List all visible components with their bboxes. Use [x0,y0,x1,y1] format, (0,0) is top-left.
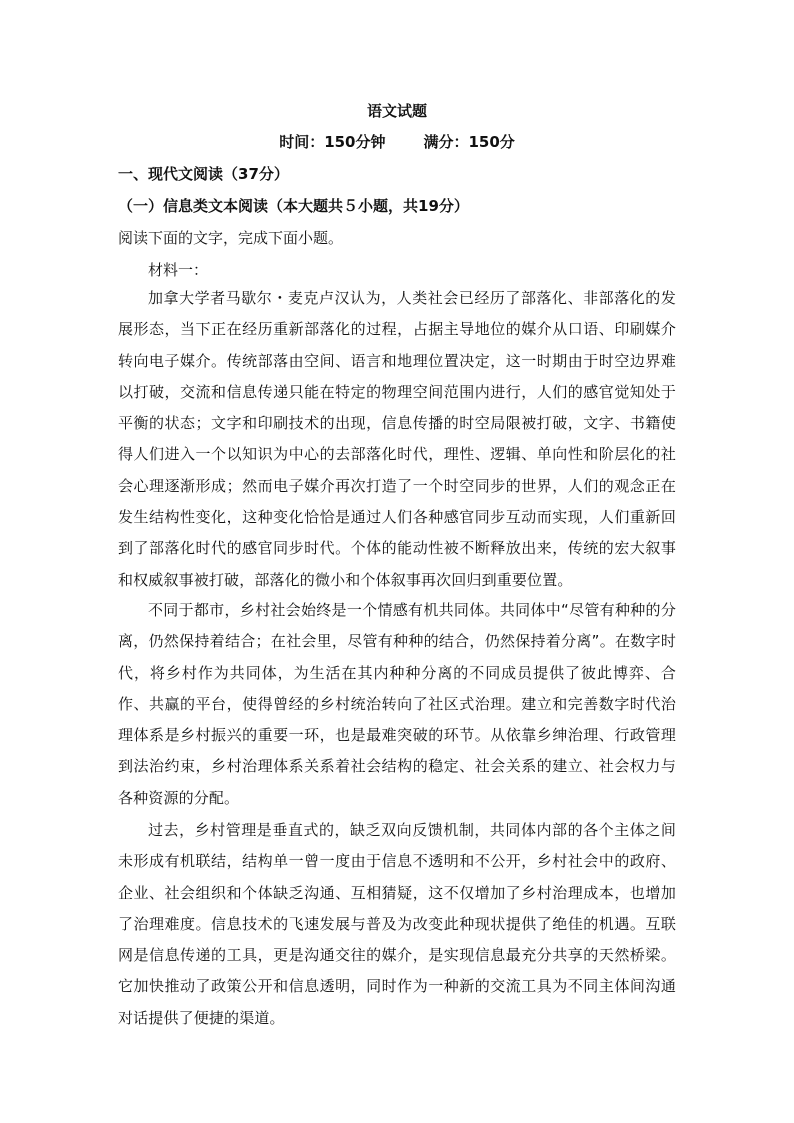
paragraph-3: 过去，乡村管理是垂直式的，缺乏双向反馈机制，共同体内部的各个主体之间未形成有机联结，结构单一曾一度由于信息不透明和不公开，乡村社会中的政府、企业、社会组织和个体缺乏沟通、互相猜疑，这不仅增加了乡村治理成本，也增加了治理难度。信息技术的飞速发展与普及为改变此种现状提供了绝佳的机遇。互联网是信息传递的工具，更是沟通交往的媒介，是实现信息最充分共享的天然桥梁。它加快推动了政策公开和信息透明，同时作为一种新的交流工具为不同主体间沟通对话提供了便捷的渠道。 [118,821,676,1027]
paragraph-1: 加拿大学者马歇尔・麦克卢汉认为，人类社会已经历了部落化、非部落化的发展形态，当下正在经历重新部落化的过程，占据主导地位的媒介从口语、印刷媒介转向电子媒介。传统部落由空间、语言和地理位置决定，这一时期由于时空边界难以打破，交流和信息传递只能在特定的物理空间范围内进行，人们的感官觉知处于平衡的状态；文字和印刷技术的出现，信息传播的时空局限被打破，文字、书籍使得人们进入一个以知识为中心的去部落化时代，理性、逻辑、单向性和阶层化的社会心理逐渐形成；然而电子媒介再次打造了一个时空同步的世界，人们的观念正在发生结构性变化，这种变化恰恰是通过人们各种感官同步互动而实现，人们重新回到了部落化时代的感官同步时代。个体的能动性被不断释放出来，传统的宏大叙事和权威叙事被打破，部落化的微小和个体叙事再次回归到重要位置。 [118,289,676,589]
score-label: 满分：150分 [423,133,515,151]
page-title: 语文试题 [366,102,427,120]
section-heading: 一、现代文阅读（37分） [118,165,289,183]
reading-instruction: 阅读下面的文字，完成下面小题。 [118,229,344,247]
material-label: 材料一： [148,261,209,279]
subsection-heading: （一）信息类文本阅读（本大题共５小题，共19分） [118,197,469,215]
exam-info-line [0,131,794,153]
time-label: 时间：150分钟 [279,133,386,151]
paragraph-2: 不同于都市，乡村社会始终是一个情感有机共同体。共同体中“尽管有种种的分离，仍然保持着结合；在社会里，尽管有种种的结合，仍然保持着分离”。在数字时代，将乡村作为共同体，为生活在其内种种分离的不同成员提供了彼此博弈、合作、共赢的平台，使得曾经的乡村统治转向了社区式治理。建立和完善数字时代治理体系是乡村振兴的重要一环，也是最难突破的环节。从依靠乡绅治理、行政管理到法治约束，乡村治理体系关系着社会结构的稳定、社会关系的建立、社会权力与各种资源的分配。 [118,601,676,807]
